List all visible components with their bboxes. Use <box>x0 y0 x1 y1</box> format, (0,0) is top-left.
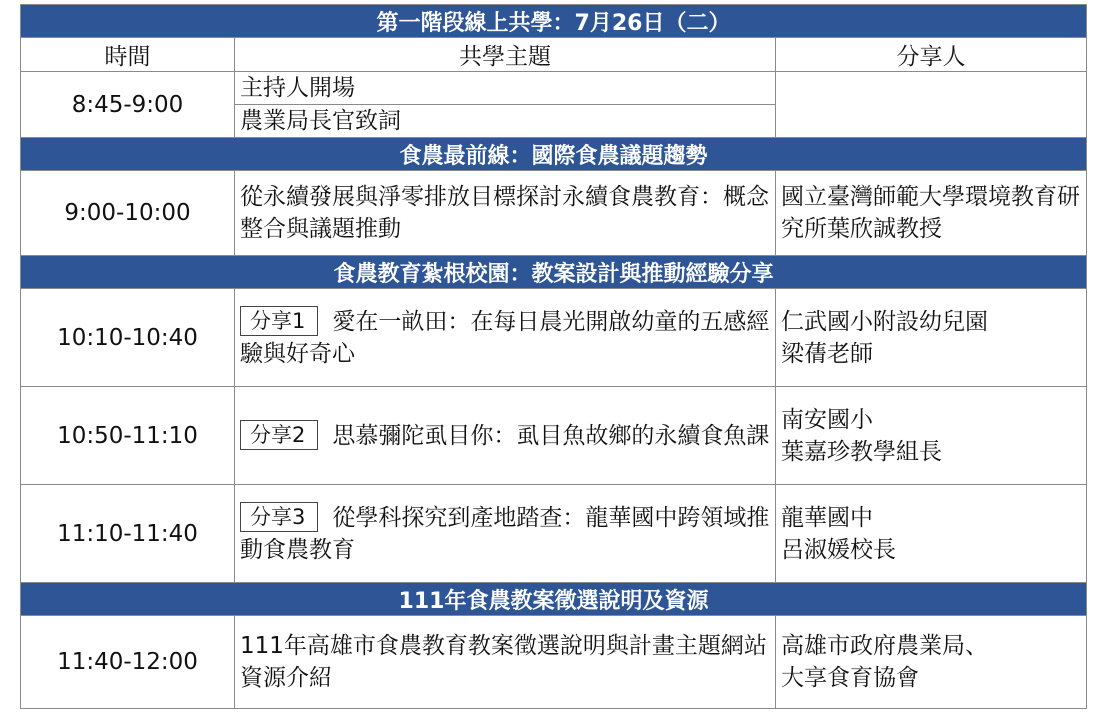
session-topic-cell <box>235 289 776 387</box>
opening-speaker <box>776 72 1087 138</box>
section-heading-row <box>21 583 1087 616</box>
speaker-org: 高雄市政府農業局、 <box>781 633 988 659</box>
session-topic: 思慕彌陀虱目你：虱目魚故鄉的永續食魚課 <box>332 422 770 449</box>
session-row-keynote <box>21 171 1087 256</box>
schedule-table <box>20 4 1087 709</box>
section-heading-row <box>21 138 1087 171</box>
opening-item-remarks: 農業局長官致詞 <box>235 105 776 138</box>
share-badge: 分享3 <box>240 502 318 532</box>
speaker-name: 葉嘉珍教學組長 <box>781 438 942 465</box>
speaker-org: 仁武國小附設幼兒園 <box>781 308 988 335</box>
speaker-org-2: 大享食育協會 <box>781 665 919 691</box>
header-topic: 共學主題 <box>235 38 776 72</box>
session-topic: 愛在一畝田：在每日晨光開啟幼童的五感經驗與好奇心 <box>240 308 770 367</box>
header-row <box>21 38 1087 72</box>
share-badge: 分享2 <box>240 420 318 450</box>
share-badge: 分享1 <box>240 306 318 336</box>
session-speaker <box>776 616 1087 709</box>
speaker-name: 梁蒨老師 <box>781 340 873 367</box>
schedule-title: 第一階段線上共學：7月26日（二） <box>21 5 1087 38</box>
session-topic: 從學科探究到產地踏查：龍華國中跨領域推動食農教育 <box>240 504 770 563</box>
session-row-share-3 <box>21 485 1087 583</box>
header-speaker: 分享人 <box>776 38 1087 72</box>
session-time: 11:40-12:00 <box>21 616 235 709</box>
section-heading-trends: 食農最前線：國際食農議題趨勢 <box>21 138 1087 171</box>
session-row-resources <box>21 616 1087 709</box>
opening-time: 8:45-9:00 <box>21 72 235 138</box>
speaker-name: 呂淑媛校長 <box>781 536 896 563</box>
session-time: 10:50-11:10 <box>21 387 235 485</box>
session-row-share-1 <box>21 289 1087 387</box>
section-heading-row <box>21 256 1087 289</box>
session-speaker: 國立臺灣師範大學環境教育研究所葉欣誠教授 <box>776 171 1087 256</box>
opening-row <box>21 72 1087 105</box>
title-row <box>21 5 1087 38</box>
session-speaker <box>776 289 1087 387</box>
header-time: 時間 <box>21 38 235 72</box>
session-topic: 111年高雄市食農教育教案徵選說明與計畫主題網站資源介紹 <box>235 616 776 709</box>
session-time: 11:10-11:40 <box>21 485 235 583</box>
speaker-org: 龍華國中 <box>781 504 873 531</box>
session-time: 9:00-10:00 <box>21 171 235 256</box>
speaker-org: 南安國小 <box>781 406 873 433</box>
section-heading-resources: 111年食農教案徵選說明及資源 <box>21 583 1087 616</box>
session-row-share-2 <box>21 387 1087 485</box>
session-speaker <box>776 485 1087 583</box>
session-topic-cell <box>235 485 776 583</box>
session-speaker <box>776 387 1087 485</box>
opening-item-host: 主持人開場 <box>235 72 776 105</box>
session-topic-cell <box>235 387 776 485</box>
section-heading-campus: 食農教育紮根校園：教案設計與推動經驗分享 <box>21 256 1087 289</box>
session-time: 10:10-10:40 <box>21 289 235 387</box>
session-topic: 從永續發展與淨零排放目標探討永續食農教育：概念整合與議題推動 <box>235 171 776 256</box>
